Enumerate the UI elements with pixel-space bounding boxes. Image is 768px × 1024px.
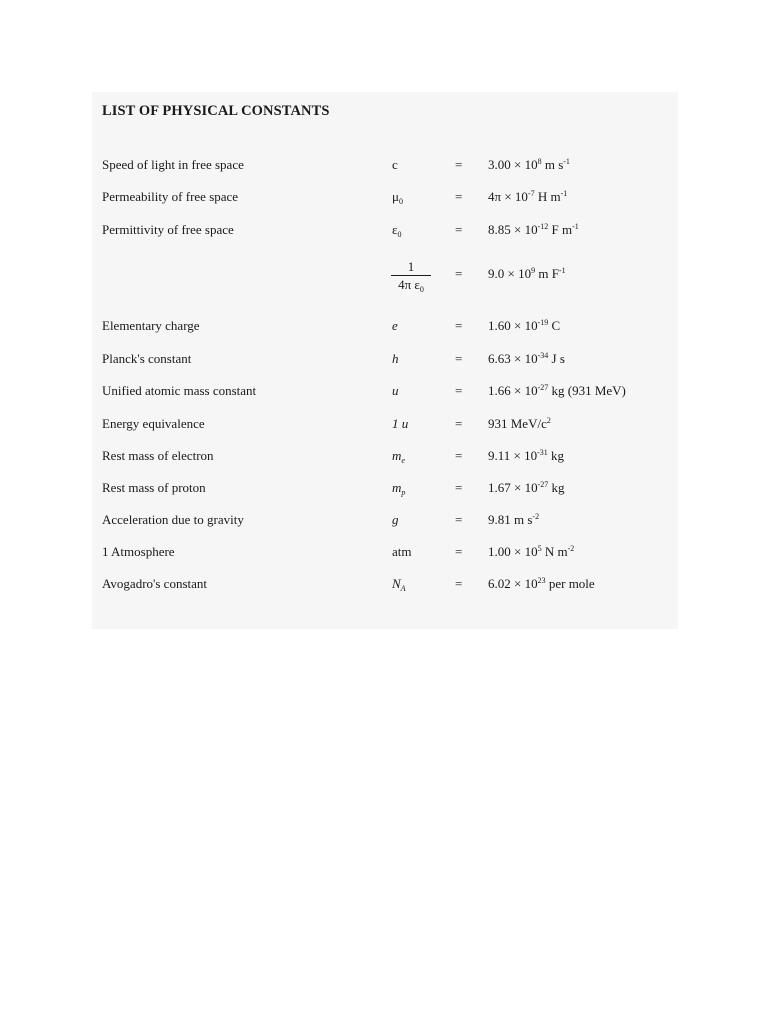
- constant-symbol: atm: [392, 544, 412, 559]
- equals-sign: =: [455, 480, 463, 495]
- constant-name: Avogadro's constant: [102, 576, 207, 591]
- equals-sign: =: [455, 576, 463, 591]
- constant-value: 9.81 m $s^{-2}$: [488, 512, 540, 527]
- constant-symbol: h: [392, 351, 399, 366]
- constant-row-elementary-charge: [0, 318, 768, 338]
- equals-sign: =: [455, 189, 463, 204]
- equals-sign: =: [455, 383, 463, 398]
- constant-value: $4\pi \times 10^{-7}$ H $m^{-1}$: [488, 189, 568, 204]
- constant-row-permittivity: [0, 222, 768, 242]
- constant-name: Unified atomic mass constant: [102, 383, 257, 398]
- constant-value: $1.66 \times 10^{-27}$ kg (931 MeV): [488, 383, 626, 398]
- constant-row-proton-mass: [0, 480, 768, 500]
- constant-row-electron-mass: [0, 448, 768, 468]
- constant-value: $9.11 \times 10^{-31}$ kg: [488, 448, 565, 463]
- equals-sign: =: [455, 351, 463, 366]
- fraction-numerator: 1: [407, 259, 415, 274]
- constant-name: Energy equivalence: [102, 416, 205, 431]
- equals-sign: =: [455, 544, 463, 559]
- equals-sign: =: [455, 512, 463, 527]
- constant-row-speed-of-light: [0, 157, 768, 177]
- equals-sign: =: [455, 266, 463, 281]
- constant-value: $1.67 \times 10^{-27}$ kg: [488, 480, 565, 495]
- constant-row-avogadro: [0, 576, 768, 596]
- constant-symbol: $\varepsilon_0$: [392, 222, 402, 239]
- constant-symbol: $\mu_0$: [392, 189, 403, 206]
- constant-row-planck: [0, 351, 768, 371]
- constant-symbol: u: [392, 383, 399, 398]
- constant-value: $8.85 \times 10^{-12}$ F $m^{-1}$: [488, 222, 579, 237]
- constant-row-atmosphere: [0, 544, 768, 564]
- constant-row-gravity: [0, 512, 768, 532]
- constant-symbol: $m_e$: [392, 448, 405, 465]
- equals-sign: =: [455, 222, 463, 237]
- constant-value: 931 MeV/$c^2$: [488, 416, 551, 431]
- constant-symbol: 1 u: [392, 416, 409, 431]
- constant-value: $9.0 \times 10^9$ m $F^{-1}$: [488, 266, 566, 281]
- constant-name: Planck's constant: [102, 351, 192, 366]
- constant-name: Permittivity of free space: [102, 222, 234, 237]
- constant-symbol: $m_p$: [392, 480, 406, 497]
- constant-row-coulomb-factor: [0, 259, 768, 294]
- constant-name: 1 Atmosphere: [102, 544, 175, 559]
- constant-value: $1.00 \times 10^5$ N $m^{-2}$: [488, 544, 575, 559]
- fraction-bar: [391, 275, 431, 276]
- fraction-expression: [391, 260, 431, 292]
- constant-row-energy-equivalence: [0, 416, 768, 436]
- constant-symbol: $N_A$: [392, 576, 406, 593]
- constant-row-atomic-mass: [0, 383, 768, 403]
- constant-value: $3.00 \times 10^8$ m $s^{-1}$: [488, 157, 570, 172]
- constant-symbol: c: [392, 157, 398, 172]
- equals-sign: =: [455, 157, 463, 172]
- constant-name: Elementary charge: [102, 318, 200, 333]
- constant-row-permeability: [0, 189, 768, 209]
- constant-name: Permeability of free space: [102, 189, 239, 204]
- constant-value: $6.63 \times 10^{-34}$ J s: [488, 351, 565, 366]
- constant-name: Speed of light in free space: [102, 157, 244, 172]
- constant-name: Rest mass of proton: [102, 480, 206, 495]
- constant-symbol: g: [392, 512, 399, 527]
- fraction-denominator: 4π $\varepsilon_0$: [398, 277, 424, 294]
- constant-value: $6.02 \times 10^{23}$ per mole: [488, 576, 595, 591]
- page-title: LIST OF PHYSICAL CONSTANTS: [102, 103, 330, 119]
- constant-symbol: e: [392, 318, 398, 333]
- constant-name: Acceleration due to gravity: [102, 512, 244, 527]
- constant-name: Rest mass of electron: [102, 448, 214, 463]
- constant-value: $1.60 \times 10^{-19}$ C: [488, 318, 561, 333]
- equals-sign: =: [455, 416, 463, 431]
- equals-sign: =: [455, 448, 463, 463]
- equals-sign: =: [455, 318, 463, 333]
